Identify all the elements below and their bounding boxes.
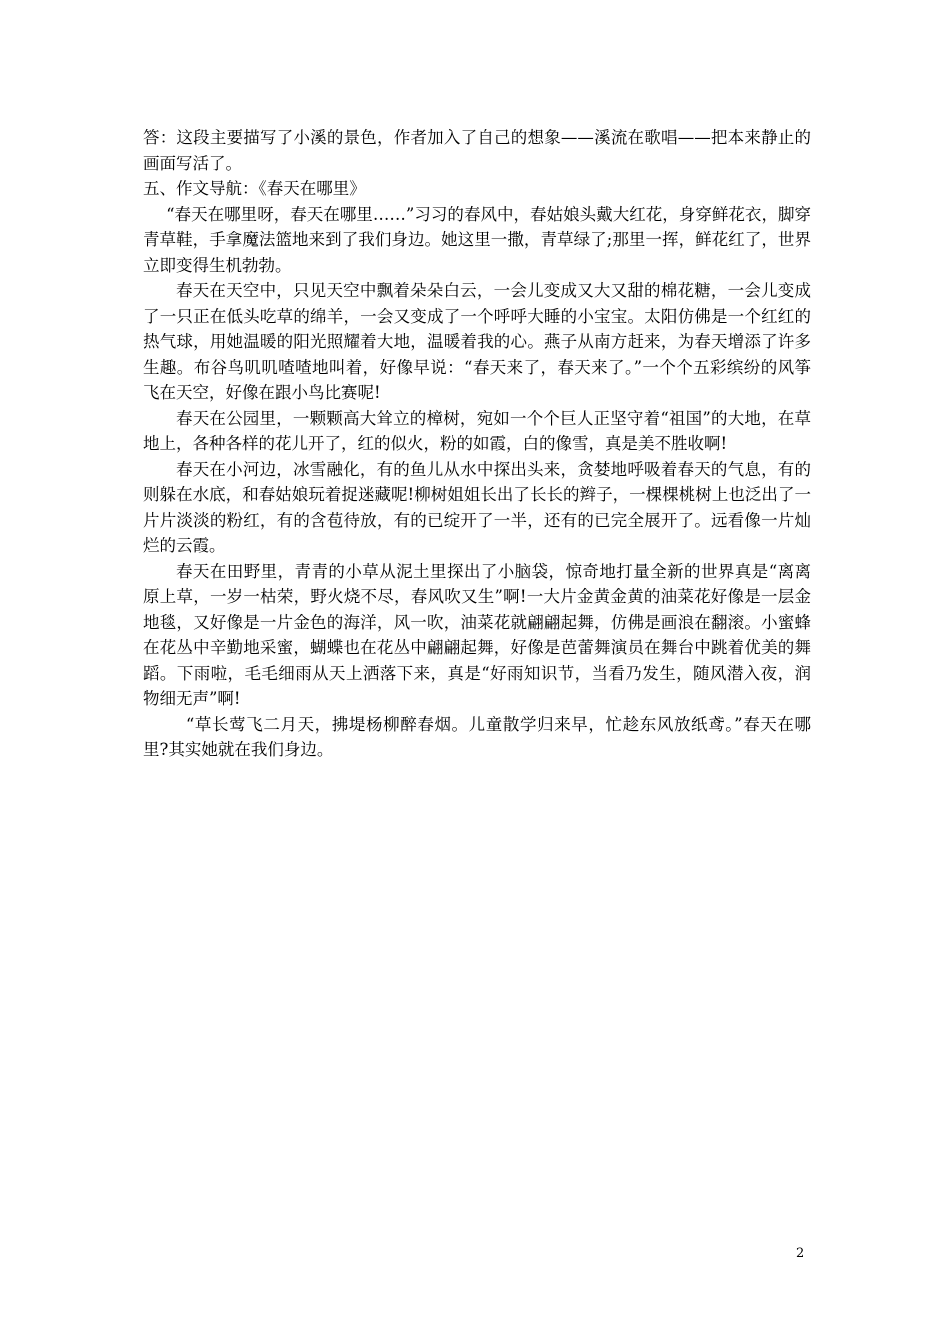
essay-paragraph: “草长莺飞二月天，拂堤杨柳醉春烟。儿童散学归来早，忙趁东风放纸鸢。”春天在哪里?其实她就在我们身边。: [143, 714, 811, 759]
page-number: 2: [796, 1246, 805, 1261]
essay-paragraph: 春天在小河边，冰雪融化，有的鱼儿从水中探出头来，贪婪地呼吸着春天的气息，有的则躲在水底，和春姑娘玩着捉迷藏呢!柳树姐姐长出了长长的辫子，一棵棵桃树上也泛出了一片片淡淡的粉红，有的含苞待放，有的已绽开了一半，还有的已完全展开了。远看像一片灿烂的云霞。: [143, 459, 811, 555]
answer-paragraph: 答：这段主要描写了小溪的景色，作者加入了自己的想象——溪流在歌唱——把本来静止的画面写活了。: [143, 128, 811, 173]
section-heading: 五、作文导航：《春天在哪里》: [143, 179, 366, 198]
essay-paragraph: 春天在田野里，青青的小草从泥土里探出了小脑袋，惊奇地打量全新的世界真是“离离原上草，一岁一枯荣，野火烧不尽，春风吹又生”啊!一大片金黄金黄的油菜花好像是一层金地毯，又好像是一片金色的海洋，风一吹，油菜花就翩翩起舞，仿佛是画浪在翻滚。小蜜蜂在花丛中辛勤地采蜜，蝴蝶也在花丛中翩翩起舞，好像是芭蕾舞演员在舞台中跳着优美的舞蹈。下雨啦，毛毛细雨从天上洒落下来，真是“好雨知识节，当看乃发生，随风潜入夜，润物细无声”啊!: [143, 561, 811, 708]
essay-paragraph: “春天在哪里呀，春天在哪里……”习习的春风中，春姑娘头戴大红花，身穿鲜花衣，脚穿青草鞋，手拿魔法篮地来到了我们身边。她这里一撒，青草绿了;那里一挥，鲜花红了，世界立即变得生机勃勃。: [143, 204, 811, 275]
page-content: [143, 125, 811, 763]
essay-paragraph: 春天在天空中，只见天空中飘着朵朵白云，一会儿变成又大又甜的棉花糖，一会儿变成了一只正在低头吃草的绵羊，一会又变成了一个呼呼大睡的小宝宝。太阳仿佛是一个红红的热气球，用她温暖的阳光照耀着大地，温暖着我的心。燕子从南方赶来，为春天增添了许多生趣。布谷鸟叽叽喳喳地叫着，好像早说：“春天来了，春天来了。”一个个五彩缤纷的风筝飞在天空，好像在跟小鸟比赛呢!: [143, 281, 811, 402]
essay-paragraph: 春天在公园里，一颗颗高大耸立的樟树，宛如一个个巨人正坚守着“祖国”的大地，在草地上，各种各样的花儿开了，红的似火，粉的如霞，白的像雪，真是美不胜收啊!: [143, 408, 811, 453]
